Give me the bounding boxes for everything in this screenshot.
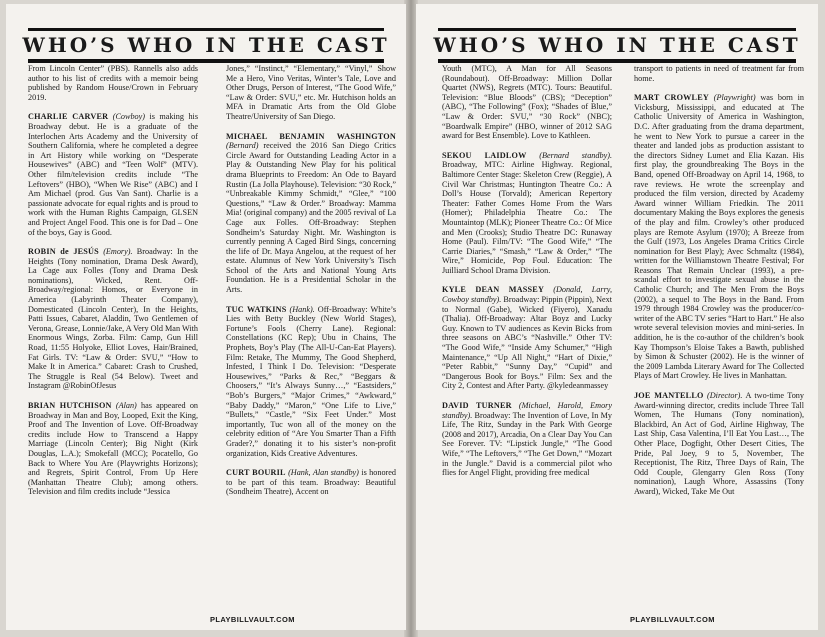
page-header [6, 24, 406, 66]
header-rule [438, 59, 796, 63]
bio-name: ROBIN de JESÚS [28, 247, 99, 257]
bio-text: Youth (MTC), A Man for All Seasons (Roundabout). Off-Broadway: Million Dollar Quartet (NWS), Regrets (MTC). Tours: Beautiful. Television: “Blue Bloods” (CBS); “Deception” (ABC), “The Following” (Fox); “Shades of Blue,” “Law & Order: SVU,” “30 Rock” (NBC); “Boardwalk Empire” (HBO, winner of 2012 SAG award for Best Ensemble). Love to Kathleen. [442, 64, 612, 141]
bio-name: JOE MANTELLO [634, 391, 704, 400]
bio-entry [442, 401, 612, 478]
bio-text: received the 2016 San Diego Critics Circle Award for Outstanding Leading Actor in a Play & Outstanding New Play for his political drama Blueprints to Freedom: An Ode to Bayard Rustin (La Jolla Playhouse). Television: “30 Rock,” “Unbreakable Kimmy Schmidt,” “Glee,” “100 Questions,” “Law & Order.” Broadway: Mamma Mia! (original company) and the 2005 revival of La Cage aux Folles. Off-Broadway: Stephen Sondheim’s Saturday Night. Mr. Washington is currently penning A Caged Bird Sings, concerning the life of Dr. Maya Angelou, at the request of her estate. Alumnus of New York University’s Tisch School of the Arts and National Young Arts Foundation. He is a Presidential Scholar in the Arts. [226, 141, 396, 295]
bio-name: SEKOU LAIDLOW [442, 150, 527, 160]
left-page [6, 4, 406, 630]
bio-text: From Lincoln Center” (PBS). Rannells also adds author to his list of credits with a memoir being published by Random House/Crown in February 2019. [28, 64, 198, 102]
bio-role: (Emory). [103, 247, 133, 257]
bio-role: (Donald, Larry, Cowboy standby). [442, 285, 612, 305]
bio-role: (Alan) [115, 401, 137, 410]
text-column [634, 64, 804, 507]
bio-name: TUC WATKINS [226, 304, 287, 314]
bio-text: Broadway: In the Heights (Tony nomination, Drama Desk Award), La Cage aux Folles (Tony and Drama Desk nominations), Wicked, Rent. Off-Broadway/regional: Homos, or Everyone in America (Labyrinth Theater Company), Domesticated (Lincoln Center), In the Heights, Patti Issues, Cabaret, Aladdin, Two Gentlemen of Verona, Grease, Lonnie/Jake, A Very Old Man With Enormous Wings, Zorba. Film: Camp, Gun Hill Road, 11:55 Holyoke, Elliot Loves, Hair/Brained, Fat Girls. TV: “Law & Order: SVU,” “How to Make It in America.” Cabaret: Crash to Crushed, The Struggle is Real (54 Below). Tweet and Instagram @RobinOfJesus [28, 247, 199, 391]
page-title: WHO’S WHO IN THE CAST [433, 33, 801, 57]
bio-text: transport to patients in need of treatment far from home. [634, 64, 804, 83]
footer-site: PLAYBILLVAULT.COM [210, 615, 295, 624]
bio-entry [28, 247, 198, 391]
header-rule [438, 28, 796, 31]
bio-name: CURT BOURIL [226, 468, 286, 478]
bio-role: (Michael, Harold, Emory standby). [442, 401, 612, 420]
bio-entry [634, 391, 804, 497]
text-column [28, 64, 198, 507]
page-title: WHO’S WHO IN THE CAST [22, 33, 390, 57]
header-rule [28, 28, 384, 31]
bio-text: was born in Vicksburg, Mississippi, and educated at The Catholic University of America in Washington, D.C. After graduating from the drama department, he went to New York to pursue a career in the theater and landed jobs as production assistant to the directors Sidney Lumet and Elia Kazan. His first play, the groundbreaking The Boys in the Band, opened Off-Broadway on April 14, 1968, to rave reviews. He wrote the screenplay and produced the film version, directed by Academy Award winner William Friedkin. The 2011 documentary Making the Boys explores the genesis of the play and film. Crowley’s other produced plays are Remote Asylum (1970); A Breeze from the Gulf (1973, Los Angeles Drama Critics Circle nomination for Best Play); Avec Schmaltz (1984), written for the Williamstown Theatre Festival; For Reasons That Remain Unclear (1993), a pre-scandal effort to investigate sexual abuse in the Catholic Church; and The Men From the Boys (2002), a sequel to The Boys in the Band. From 1979 through 1984 Crowley was the producer/co-writer of the ABC TV series “Hart to Hart.” He also wrote several television movies and mini-series. In addition, he is the co-author of the children’s book Kay Thompson’s Eloise Takes a Bawth, published by Simon & Schuster (2002). He is the winner of the 2009 Lambda Literary Award for The Collected Plays of Mart Crowley. He lives in Manhattan. [634, 93, 805, 381]
bio-role: (Bernard) [226, 141, 259, 151]
bio-role: (Playwright) [713, 93, 756, 103]
bio-name: MART CROWLEY [634, 93, 709, 103]
bio-name: CHARLIE CARVER [28, 112, 109, 122]
text-column [226, 64, 396, 507]
text-column [442, 64, 612, 488]
right-page [416, 4, 818, 630]
bio-text: is honored to be part of this team. Broadway: Beautiful (Sondheim Theatre), Accent on [226, 468, 397, 497]
bio-text: A two-time Tony Award-winning director, credits include Three Tall Women, The Humans (Tony nomination), Blackbird, An Act of God, Airline Highway, The Last Ship, Casa Valentina, I’ll Eat You Last…, The Other Place, Dogfight, Other Desert Cities, The Pride, Pal Joey, 9 to 5, November, The Receptionist, The Ritz, Three Days of Rain, The Odd Couple, Glengarry Glen Ross (Tony nomination), Laugh Whore, Assassins (Tony Award), Wicked, Take Me Out [634, 391, 804, 496]
bio-entry [28, 112, 198, 237]
bio-text: Broadway, MTC: Airline Highway. Regional, Baltimore Center Stage: Skeleton Crew (Reggie), A Civil War Christmas; Huntington Theatre Co.: A Doll’s House (Torvald); American Repertory Theater: Father Comes Home From the Wars (Homer); Philadelphia Theatre Co.: The Mountaintop (MLK); Pioneer Theatre Co.: Of Mice and Men (Crooks); Studio Theatre DC: Runaway Home (Paul). Film/TV: “The Good Wife,” “The Carrie Diaries,” “Smash,” “Law & Order,” “The Wire,” Homicide, Pop Foul. Education: The Juilliard School Drama Division. [442, 160, 612, 275]
bio-entry [634, 64, 804, 83]
bio-role: (Hank, Alan standby) [288, 468, 359, 478]
bio-entry [28, 64, 198, 102]
bio-entry [226, 64, 396, 122]
bio-role: (Hank). [289, 304, 315, 314]
footer-site: PLAYBILLVAULT.COM [630, 615, 715, 624]
bio-text: Jones,” “Instinct,” “Elementary,” “Vinyl,” Show Me a Hero, Vino Veritas, Winter’s Tale, Love and Other Drugs, Person of Interest, “The Good Wife,” “Law & Order: SVU,” etc. Mr. Hutchison holds an MFA in Dramatic Arts from the Old Globe Theatre/University of San Diego. [226, 64, 396, 121]
bio-text: Off-Broadway: White’s Lies with Betty Buckley (New World Stages), Fortune’s Fools (Cherry Lane). Regional: Constellations (KC Rep); Ubu in Chains, The Prophets, Boy’s Play (The All-U-Can-Eat Players). Film: Retake, The Mummy, The Good Shepherd, Infested, I Think I Do. Television: “Desperate Housewives,” “Parks & Rec,” “Beggars & Choosers,” “It’s Always Sunny…,” “Eastsiders,” “Bob’s Burgers,” “Major Crimes,” “Awkward,” “Baby Daddy,” “Maron,” “One Life to Live,” “Bullets,” “Castle,” “Six Feet Under.” Most importantly, Tuc won all of the money on the celebrity edition of “Are You Smarter Than a Fifth Grader?,” donating it to his sister’s non-profit organization, Kids Creative Adventures. [226, 304, 397, 458]
bio-text: has appeared on Broadway in Man and Boy, Looped, Exit the King, Proof and The Invention of Love. Off-Broadway credits include How to Transcend a Happy Marriage (Lincoln Center); Big Night (Kirk Douglas, L.A.); Smokefall (MCC); Pocatello, Go Back to Where You Are (Playwrights Horizons); and Regrets, Spirit Control, From Up Here (Manhattan Theatre Club); among others. Television and film credits include “Jessica [28, 401, 199, 497]
bio-text: Broadway: Pippin (Pippin), Next to Normal (Gabe), Wicked (Fiyero), Xanadu (Thalia). Off-Broadway: Altar Boyz and Lucky Guy. Known to TV audiences as Kevin Bicks from three seasons on ABC’s “Nashville.” Other TV: “The Good Wife,” “Inside Amy Schumer,” “High Maintenance,” “Up All Night,” “Hart of Dixie,” “Peter Rabbit,” “Sunny Day,” “Cupid” and “Dangerous Book for Boys.” Film: Sex and the City 2, Contest and After Party. @kyledeanmassey [442, 295, 613, 391]
bio-name: MICHAEL BENJAMIN WASHINGTON [226, 131, 396, 141]
bio-entry [226, 132, 396, 295]
bio-text: is making his Broadway debut. He is a graduate of the Interlochen Arts Academy and the University of Southern California, where he completed a degree in Art History while working on “Desperate Housewives” (ABC) and “Teen Wolf” (MTV). Other film/television credits include “The Leftovers” (HBO), “When We Rise” (ABC) and I Am Michael (prod. Gus Van Sant). Charlie is a passionate advocate for equal rights and is proud to work with the Human Rights Campaign, GLSEN and Project Angel Food. This one is for Dad – One of the boys, Gay is Good. [28, 112, 199, 237]
bio-entry [226, 305, 396, 459]
bio-entry [634, 93, 804, 381]
bio-entry [442, 64, 612, 141]
bio-role: (Bernard standby). [539, 150, 612, 160]
page-header [416, 24, 818, 66]
bio-role: (Director). [707, 391, 743, 400]
bio-name: KYLE DEAN MASSEY [442, 285, 545, 295]
bio-name: DAVID TURNER [442, 401, 512, 410]
header-rule [28, 59, 384, 63]
bio-entry [28, 401, 198, 497]
bio-role: (Cowboy) [112, 112, 146, 122]
bio-name: BRIAN HUTCHISON [28, 401, 112, 410]
bio-text: Broadway: The Invention of Love, In My Life, The Ritz, Sunday in the Park With George (2008 and 2017), Arcadia, On a Clear Day You Can See Forever. TV: “Lipstick Jungle,” “The Good Wife,” “The Leftovers,” “The Get Down,” “Mozart in the Jungle.” David is a commercial pilot who flies for Angel Flight, providing free medical [442, 410, 612, 478]
bio-entry [442, 285, 612, 391]
bio-entry [442, 151, 612, 276]
bio-entry [226, 468, 396, 497]
